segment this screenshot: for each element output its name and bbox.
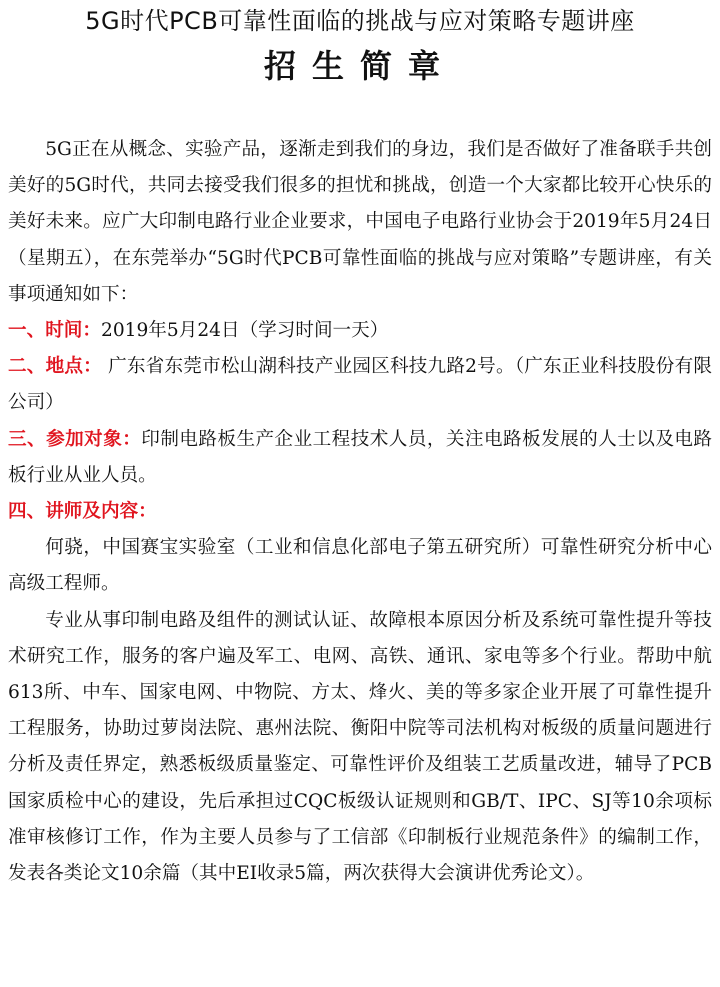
lecturer-bio: 专业从事印制电路及组件的测试认证、故障根本原因分析及系统可靠性提升等技术研究工作，服务的客户遍及军工、电网、高铁、通讯、家电等多个行业。帮助中航613所、中车、国家电网、中物院、方太、烽火、美的等多家企业开展了可靠性提升工程服务，协助过萝岗法院、惠州法院、衡阳中院等司法机构对板级的质量问题进行分析及责任界定，熟悉板级质量鉴定、可靠性评价及组装工艺质量改进，辅导了PCB国家质检中心的建设，先后承担过CQC板级认证规则和GB/T、IPC、SJ等10余项标准审核修订工作，作为主要人员参与了工信部《印制板行业规范条件》的编制工作，发表各类论文10余篇（其中EI收录5篇，两次获得大会演讲优秀论文）。 (8, 609, 712, 885)
section-time (8, 313, 712, 349)
section-audience-label: 三、参加对象： (8, 428, 142, 450)
section-audience (8, 422, 712, 494)
lecturer-intro: 何骁，中国赛宝实验室（工业和信息化部电子第五研究所）可靠性研究分析中心高级工程师。 (8, 537, 712, 595)
section-lecturer-label: 四、讲师及内容： (8, 501, 157, 523)
document-body (8, 132, 712, 892)
section-location-label: 二、地点： (8, 356, 102, 378)
section-location-text: 广东省东莞市松山湖科技产业园区科技九路2号。（广东正业科技股份有限公司） (8, 356, 712, 414)
section-lecturer (8, 494, 712, 530)
intro-paragraph: 5G正在从概念、实验产品，逐渐走到我们的身边，我们是否做好了准备联手共创美好的5G时代，共同去接受我们很多的担忧和挑战，创造一个大家都比较开心快乐的美好未来。应广大印制电路行业企业要求，中国电子电路行业协会于2019年5月24日（星期五），在东莞举办“5G时代PCB可靠性面临的挑战与应对策略”专题讲座，有关事项通知如下： (8, 139, 712, 305)
section-time-text: 2019年5月24日（学习时间一天） (100, 320, 389, 342)
section-location (8, 349, 712, 421)
document-title: 5G时代PCB可靠性面临的挑战与应对策略专题讲座 (85, 7, 635, 35)
section-time-label: 一、时间： (8, 320, 101, 342)
section-audience-text: 印制电路板生产企业工程技术人员，关注电路板发展的人士以及电路板行业从业人员。 (8, 428, 712, 486)
document-subtitle: 招生简章 (263, 47, 456, 85)
